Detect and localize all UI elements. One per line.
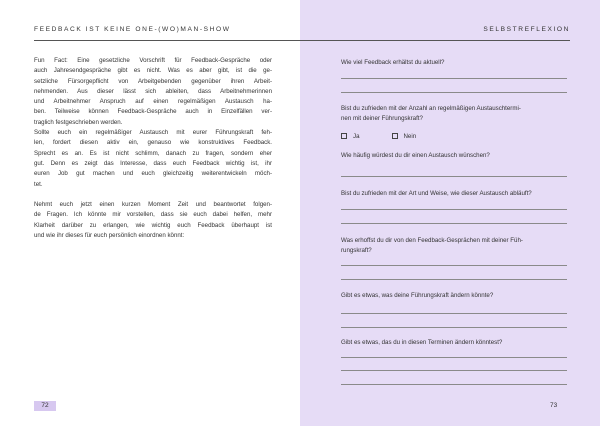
answer-line[interactable]	[341, 78, 567, 79]
question-2-line-2: nen mit deiner Führungskraft?	[341, 115, 423, 122]
answer-line[interactable]	[341, 327, 567, 328]
body-line: euren Job gut machen und euch gleichzeitig weiterentwickeln möch-	[34, 170, 272, 178]
body-line: und Arbeitnehmer Anspruch auf einen regelmäßigen Austausch ha-	[34, 98, 272, 106]
answer-line[interactable]	[341, 223, 567, 224]
body-line: Klarheit darüber zu erlangen, wie wichtig euch Feedback überhaupt ist	[34, 221, 272, 229]
body-line: auch Jahresendgespräche gibt es nicht. Was es aber gibt, ist die ge-	[34, 67, 272, 75]
body-line: Sollte euch ein regelmäßiger Austausch mit eurer Führungskraft feh-	[34, 129, 272, 137]
left-running-head: FEEDBACK IST KEINE ONE-(WO)MAN-SHOW	[34, 26, 231, 33]
left-page-number: 72	[34, 401, 56, 411]
answer-line[interactable]	[341, 279, 567, 280]
body-line: Sprecht es an. Es ist nicht schlimm, danach zu fragen, sondern eher	[34, 149, 272, 157]
answer-line[interactable]	[341, 92, 567, 93]
body-line: und wie ihr dieses für euch persönlich einordnen könnt:	[34, 232, 185, 240]
checkbox-no[interactable]	[392, 133, 398, 139]
question-5-line-2: rungskraft?	[341, 247, 372, 254]
body-line: tet.	[34, 180, 43, 188]
question-4: Bist du zufrieden mit der Art und Weise, wie dieser Austausch abläuft?	[341, 190, 532, 197]
answer-line[interactable]	[341, 313, 567, 314]
question-2-line-1: Bist du zufrieden mit der Anzahl an regelmäßigen Austauschtermi-	[341, 105, 521, 112]
right-page-number: 73	[550, 402, 558, 409]
answer-line[interactable]	[341, 209, 567, 210]
left-header-divider	[34, 40, 300, 41]
checkbox-no-label: Nein	[403, 132, 417, 140]
question-3: Wie häufig würdest du dir einen Austausch wünschen?	[341, 152, 490, 159]
question-7: Gibt es etwas, das du in diesen Terminen ändern könntest?	[341, 339, 503, 346]
yes-no-options	[341, 132, 448, 140]
body-line: ben. Teilweise können Feedback-Gespräche auch in Einzelfällen ver-	[34, 108, 272, 116]
question-5-line-1: Was erhoffst du dir von den Feedback-Gesprächen mit deiner Füh-	[341, 237, 523, 244]
body-line: Nehmt euch jetzt einen kurzen Moment Zeit und beantwortet folgen-	[34, 201, 272, 209]
answer-line[interactable]	[341, 265, 567, 266]
answer-line[interactable]	[341, 357, 567, 358]
question-6: Gibt es etwas, was deine Führungskraft ändern könnte?	[341, 292, 494, 299]
paragraph-gap	[34, 190, 272, 200]
answer-line[interactable]	[341, 384, 567, 385]
checkbox-yes[interactable]	[341, 133, 347, 139]
body-line: gut. Denn es zeigt das Interesse, dass euch Feedback wichtig ist, ihr	[34, 159, 272, 167]
body-text	[34, 56, 272, 241]
question-1: Wie viel Feedback erhältst du aktuell?	[341, 59, 445, 66]
body-line: len, fordert diesen aktiv ein, genauso wie konstruktives Feedback.	[34, 139, 272, 147]
body-line: nehmenden. Aus dieser lässt sich ableiten, dass Arbeitnehmerinnen	[34, 87, 272, 95]
body-line: de Fragen. Ich könnte mir vorstellen, dass sie euch dabei helfen, mehr	[34, 211, 272, 219]
body-line: traglich festgeschrieben werden.	[34, 118, 123, 126]
body-line: Fun Fact: Eine gesetzliche Vorschrift für Feedback-Gespräche oder	[34, 57, 272, 64]
right-running-head: SELBSTREFLEXION	[483, 26, 570, 33]
checkbox-yes-label: Ja	[353, 132, 360, 140]
answer-line[interactable]	[341, 370, 567, 371]
right-header-divider	[300, 40, 570, 41]
body-line: setzliche Fürsorgepflicht von Arbeitgebenden gegenüber ihren Arbeit-	[34, 77, 272, 85]
answer-line[interactable]	[341, 176, 567, 177]
